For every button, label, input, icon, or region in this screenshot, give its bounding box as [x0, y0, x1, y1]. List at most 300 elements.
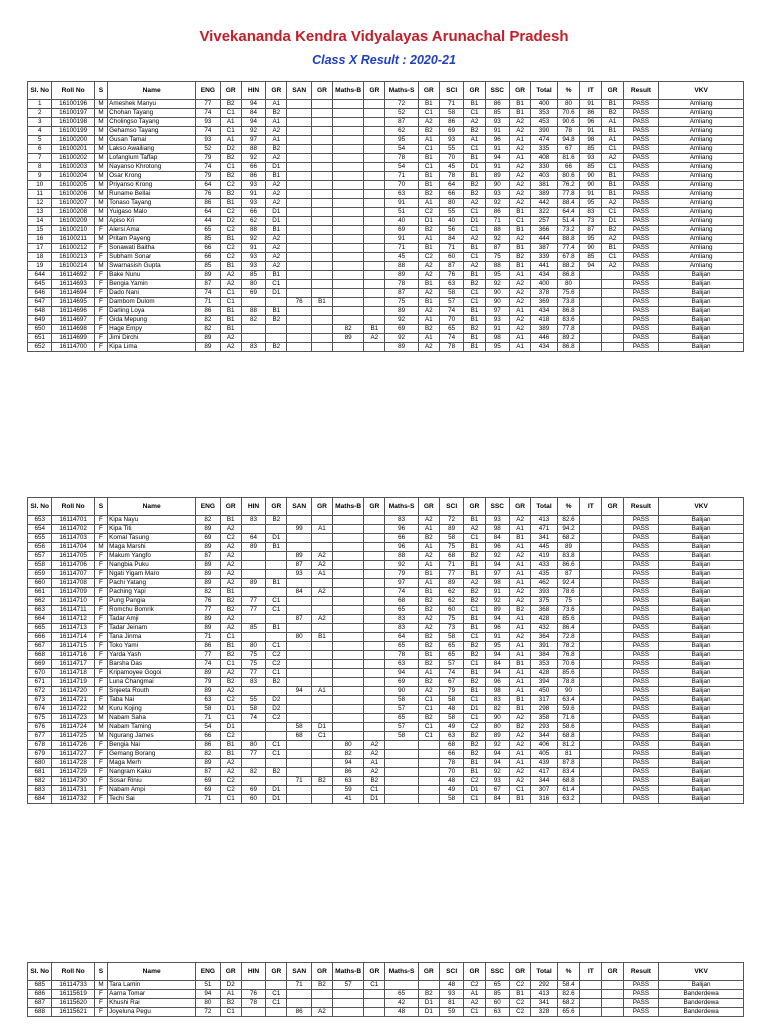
table-cell: Taba Nai [108, 696, 196, 705]
table-cell: 77 [241, 597, 265, 606]
table-cell: 88 [385, 552, 418, 561]
table-cell [580, 298, 602, 307]
table-cell [364, 181, 385, 190]
table-cell: 92 [485, 768, 509, 777]
table-cell: 91 [485, 127, 509, 136]
table-cell: F [94, 570, 107, 579]
table-cell [602, 615, 623, 624]
table-cell: C1 [418, 696, 439, 705]
table-cell: 92 [241, 127, 265, 136]
table-cell: 16114707 [52, 570, 94, 579]
table-cell: 408 [531, 154, 558, 163]
table-cell: B1 [602, 100, 623, 109]
table-cell: 85 [485, 990, 509, 999]
table-cell [266, 570, 287, 579]
table-cell [385, 795, 418, 804]
table-cell: B2 [464, 750, 485, 759]
table-cell [602, 534, 623, 543]
table-cell: 83.8 [557, 552, 579, 561]
table-cell: 92 [241, 235, 265, 244]
table-cell: 41 [333, 795, 364, 804]
table-cell [311, 642, 332, 651]
table-cell: 654 [28, 525, 52, 534]
table-cell: 93 [485, 516, 509, 525]
table-cell: 58 [439, 633, 463, 642]
table-cell: F [94, 307, 107, 316]
table-cell: 64.4 [557, 208, 579, 217]
table-cell: A2 [464, 199, 485, 208]
table-cell: A2 [418, 118, 439, 127]
table-cell: 78 [439, 759, 463, 768]
table-cell: F [94, 343, 107, 352]
table-cell: 49 [439, 786, 463, 795]
table-cell: 77 [241, 606, 265, 615]
table-cell [287, 244, 311, 253]
table-cell: 2 [28, 109, 52, 118]
table-cell: M [94, 172, 107, 181]
table-cell [311, 768, 332, 777]
table-cell: C1 [220, 633, 241, 642]
table-cell: 78 [439, 343, 463, 352]
table-cell [287, 597, 311, 606]
table-row [28, 732, 744, 741]
column-header: HIN [241, 963, 265, 981]
table-cell [602, 289, 623, 298]
table-cell: F [94, 316, 107, 325]
table-cell: 58 [287, 723, 311, 732]
table-cell: 4 [28, 127, 52, 136]
table-cell [287, 226, 311, 235]
table-cell [287, 678, 311, 687]
table-cell: M [94, 217, 107, 226]
table-cell: F [94, 552, 107, 561]
table-cell [241, 570, 265, 579]
result-table-2 [27, 497, 744, 804]
table-cell: 1 [28, 100, 52, 109]
column-header: Roll No [52, 498, 94, 516]
table-cell: 15 [28, 226, 52, 235]
table-cell: A2 [220, 759, 241, 768]
table-cell: Balijan [659, 732, 744, 741]
table-cell: 19 [28, 262, 52, 271]
table-cell: 59.6 [557, 705, 579, 714]
table-cell: 646 [28, 289, 52, 298]
table-cell: A2 [364, 750, 385, 759]
table-cell [333, 289, 364, 298]
table-cell: 93 [485, 316, 509, 325]
column-header: VKV [659, 963, 744, 981]
table-cell [287, 118, 311, 127]
table-cell: A1 [311, 570, 332, 579]
table-cell [287, 579, 311, 588]
table-cell: 40 [439, 217, 463, 226]
table-cell: 417 [531, 768, 558, 777]
table-cell: F [94, 534, 107, 543]
table-cell [333, 253, 364, 262]
table-cell: 400 [531, 100, 558, 109]
table-cell: 8 [28, 163, 52, 172]
table-cell: 98 [485, 687, 509, 696]
table-cell: 16100197 [52, 109, 94, 118]
table-cell: A2 [602, 154, 623, 163]
column-header: Maths-B [333, 82, 364, 100]
table-cell: 85 [241, 624, 265, 633]
column-header: Name [108, 498, 196, 516]
table-cell: 63.2 [557, 795, 579, 804]
table-cell: B2 [510, 723, 531, 732]
table-cell: C1 [464, 714, 485, 723]
table-cell: 60 [439, 606, 463, 615]
table-cell [364, 271, 385, 280]
table-cell: 74 [385, 588, 418, 597]
table-cell: B1 [266, 624, 287, 633]
table-cell: Balijan [659, 570, 744, 579]
table-cell [333, 990, 364, 999]
table-cell: 16100201 [52, 145, 94, 154]
table-cell: 14 [28, 217, 52, 226]
table-cell: A1 [510, 307, 531, 316]
table-cell: 74 [196, 127, 220, 136]
column-header: SAN [287, 963, 311, 981]
table-cell [311, 244, 332, 253]
table-cell: Balijan [659, 534, 744, 543]
table-cell: A1 [510, 525, 531, 534]
table-cell: B2 [602, 226, 623, 235]
table-row [28, 181, 744, 190]
column-header: Name [108, 82, 196, 100]
table-cell: 69 [439, 127, 463, 136]
table-cell [311, 579, 332, 588]
table-cell: 403 [531, 172, 558, 181]
table-cell: 670 [28, 669, 52, 678]
table-cell [241, 525, 265, 534]
table-cell [311, 999, 332, 1008]
table-cell [311, 660, 332, 669]
table-cell [364, 588, 385, 597]
table-cell: M [94, 199, 107, 208]
table-cell: PASS [623, 136, 659, 145]
table-cell [385, 750, 418, 759]
column-header: SSC [485, 963, 509, 981]
table-cell: A2 [418, 516, 439, 525]
table-cell: 69 [385, 325, 418, 334]
table-cell: B1 [418, 280, 439, 289]
table-cell: 16114708 [52, 579, 94, 588]
table-cell: 89 [196, 669, 220, 678]
table-cell: 89 [485, 606, 509, 615]
column-header: Roll No [52, 82, 94, 100]
table-cell: Lofanglum Taffap [108, 154, 196, 163]
table-cell: 83 [385, 516, 418, 525]
table-cell: 16100199 [52, 127, 94, 136]
table-cell: PASS [623, 795, 659, 804]
table-cell: 89 [485, 172, 509, 181]
table-cell: B1 [510, 705, 531, 714]
table-cell: 93 [485, 118, 509, 127]
table-cell [602, 606, 623, 615]
table-cell: 79 [385, 570, 418, 579]
table-cell: PASS [623, 127, 659, 136]
table-cell: 94 [385, 669, 418, 678]
table-cell: M [94, 235, 107, 244]
table-cell: A1 [266, 100, 287, 109]
table-cell: 68.2 [557, 999, 579, 1008]
column-header: GR [220, 963, 241, 981]
table-cell: 77 [439, 570, 463, 579]
table-cell [311, 714, 332, 723]
table-cell: 16115619 [52, 990, 94, 999]
table-cell: A1 [464, 136, 485, 145]
table-cell: 58 [439, 109, 463, 118]
column-header: GR [510, 963, 531, 981]
table-cell: B1 [266, 271, 287, 280]
table-cell: B1 [510, 208, 531, 217]
table-cell: 81.6 [557, 154, 579, 163]
table-cell: Joyeluna Pegu [108, 1008, 196, 1017]
table-cell: 40 [385, 217, 418, 226]
table-cell: 78.8 [557, 678, 579, 687]
table-cell [311, 990, 332, 999]
table-cell [287, 262, 311, 271]
column-header: % [557, 498, 579, 516]
table-cell [287, 307, 311, 316]
table-cell: Nangram Kaku [108, 768, 196, 777]
table-cell: 54 [385, 163, 418, 172]
table-cell: A1 [311, 525, 332, 534]
table-cell: 453 [531, 118, 558, 127]
table-cell [333, 588, 364, 597]
table-cell: Priyanso Krong [108, 181, 196, 190]
table-cell: 341 [531, 999, 558, 1008]
table-cell: F [94, 678, 107, 687]
table-cell [311, 226, 332, 235]
table-cell: 685 [28, 981, 52, 990]
table-cell: 82 [196, 516, 220, 525]
table-cell: 90 [580, 181, 602, 190]
table-cell: A2 [510, 741, 531, 750]
table-row [28, 750, 744, 759]
table-cell [287, 651, 311, 660]
table-cell: 93 [485, 777, 509, 786]
table-cell: A2 [510, 127, 531, 136]
table-cell: 95 [485, 343, 509, 352]
table-cell: 58 [385, 696, 418, 705]
table-row [28, 325, 744, 334]
table-cell: A2 [220, 615, 241, 624]
table-cell: 80.6 [557, 172, 579, 181]
table-cell: C1 [220, 127, 241, 136]
table-cell: B1 [220, 588, 241, 597]
table-cell [364, 678, 385, 687]
table-cell [311, 516, 332, 525]
table-cell: F [94, 999, 107, 1008]
table-cell: B1 [510, 660, 531, 669]
table-cell: 87 [385, 118, 418, 127]
table-cell: F [94, 795, 107, 804]
table-cell: PASS [623, 190, 659, 199]
table-cell: 90.6 [557, 118, 579, 127]
table-cell [311, 271, 332, 280]
table-row [28, 262, 744, 271]
table-cell: 68.2 [557, 534, 579, 543]
table-cell [333, 714, 364, 723]
table-cell [364, 714, 385, 723]
table-cell: 16114698 [52, 325, 94, 334]
table-cell: B2 [311, 981, 332, 990]
table-cell: 58 [385, 732, 418, 741]
column-header: Sl. No [28, 82, 52, 100]
table-cell: A1 [418, 579, 439, 588]
table-cell [287, 316, 311, 325]
table-cell: B2 [266, 678, 287, 687]
table-cell: A2 [220, 768, 241, 777]
table-cell [333, 633, 364, 642]
table-cell: 687 [28, 999, 52, 1008]
table-cell: A2 [464, 262, 485, 271]
table-cell [580, 723, 602, 732]
table-cell: PASS [623, 516, 659, 525]
table-cell: 75 [241, 660, 265, 669]
table-cell: Komal Tasung [108, 534, 196, 543]
table-cell: 649 [28, 316, 52, 325]
table-cell: 663 [28, 606, 52, 615]
table-cell: 70 [439, 316, 463, 325]
table-cell: A1 [418, 561, 439, 570]
table-cell: A2 [266, 199, 287, 208]
table-header-row [28, 498, 744, 516]
table-cell: 73.2 [557, 226, 579, 235]
table-cell [333, 723, 364, 732]
table-cell: B1 [364, 325, 385, 334]
table-cell: 75 [385, 298, 418, 307]
table-cell: 96 [385, 525, 418, 534]
table-row [28, 145, 744, 154]
table-cell [333, 624, 364, 633]
table-cell: C1 [311, 732, 332, 741]
table-cell: 91 [485, 633, 509, 642]
table-cell [333, 651, 364, 660]
table-cell [311, 199, 332, 208]
table-cell [364, 534, 385, 543]
table-cell: PASS [623, 525, 659, 534]
table-cell: 88 [241, 145, 265, 154]
table-cell: 44 [196, 217, 220, 226]
table-cell: 95 [485, 642, 509, 651]
table-cell: 97 [385, 579, 418, 588]
table-cell: PASS [623, 990, 659, 999]
page-subtitle: Class X Result : 2020-21 [312, 53, 456, 67]
table-cell [333, 669, 364, 678]
table-cell: B1 [220, 199, 241, 208]
table-cell [333, 172, 364, 181]
table-cell: 442 [531, 199, 558, 208]
column-header: SAN [287, 82, 311, 100]
table-cell [602, 696, 623, 705]
table-cell: D1 [311, 723, 332, 732]
table-cell: 67 [485, 786, 509, 795]
table-cell [364, 696, 385, 705]
column-header: Maths-B [333, 963, 364, 981]
table-cell: B2 [220, 678, 241, 687]
table-cell [333, 244, 364, 253]
table-cell [241, 1008, 265, 1017]
table-cell: B2 [418, 678, 439, 687]
table-cell [602, 678, 623, 687]
table-cell: A2 [311, 552, 332, 561]
table-cell: Barsha Das [108, 660, 196, 669]
table-cell [333, 226, 364, 235]
table-cell: 68 [385, 597, 418, 606]
table-cell: 648 [28, 307, 52, 316]
table-cell: 86 [196, 199, 220, 208]
table-cell: 56 [439, 226, 463, 235]
table-cell: 65.6 [557, 1008, 579, 1017]
table-cell [580, 561, 602, 570]
table-cell: 673 [28, 696, 52, 705]
table-cell: 93 [196, 136, 220, 145]
table-cell: B2 [266, 316, 287, 325]
table-cell: 16114715 [52, 642, 94, 651]
table-cell [364, 624, 385, 633]
table-cell: M [94, 732, 107, 741]
table-row [28, 615, 744, 624]
table-cell: PASS [623, 217, 659, 226]
table-cell [602, 642, 623, 651]
table-cell: 434 [531, 307, 558, 316]
table-cell: A2 [510, 181, 531, 190]
table-cell: B2 [464, 588, 485, 597]
table-cell: Amliang [659, 127, 744, 136]
table-cell: A1 [602, 136, 623, 145]
table-cell: 390 [531, 127, 558, 136]
table-cell [311, 136, 332, 145]
table-cell: Balijan [659, 750, 744, 759]
table-cell: 49 [439, 723, 463, 732]
table-cell [364, 244, 385, 253]
table-cell: B1 [464, 561, 485, 570]
table-row [28, 525, 744, 534]
table-cell: PASS [623, 678, 659, 687]
table-cell [580, 660, 602, 669]
table-cell: PASS [623, 660, 659, 669]
table-cell: 84 [485, 534, 509, 543]
column-header: % [557, 963, 579, 981]
table-cell [602, 624, 623, 633]
table-cell: 16100205 [52, 181, 94, 190]
table-cell: C2 [464, 981, 485, 990]
table-cell: 85 [485, 109, 509, 118]
table-cell: 87 [196, 280, 220, 289]
table-cell: 686 [28, 990, 52, 999]
table-cell: 48 [439, 777, 463, 786]
table-cell: 73 [439, 624, 463, 633]
table-cell: 88 [241, 226, 265, 235]
table-cell: PASS [623, 588, 659, 597]
table-cell: 62 [241, 217, 265, 226]
table-cell: 74 [439, 307, 463, 316]
table-cell: 83 [385, 615, 418, 624]
table-cell: PASS [623, 561, 659, 570]
table-cell: A1 [510, 136, 531, 145]
table-cell: 341 [531, 534, 558, 543]
table-cell: Maga Marshi [108, 543, 196, 552]
table-cell: C1 [220, 298, 241, 307]
column-header: GR [364, 82, 385, 100]
table-row [28, 217, 744, 226]
table-cell: A2 [220, 579, 241, 588]
table-cell: 16100211 [52, 235, 94, 244]
table-cell: 96 [580, 118, 602, 127]
